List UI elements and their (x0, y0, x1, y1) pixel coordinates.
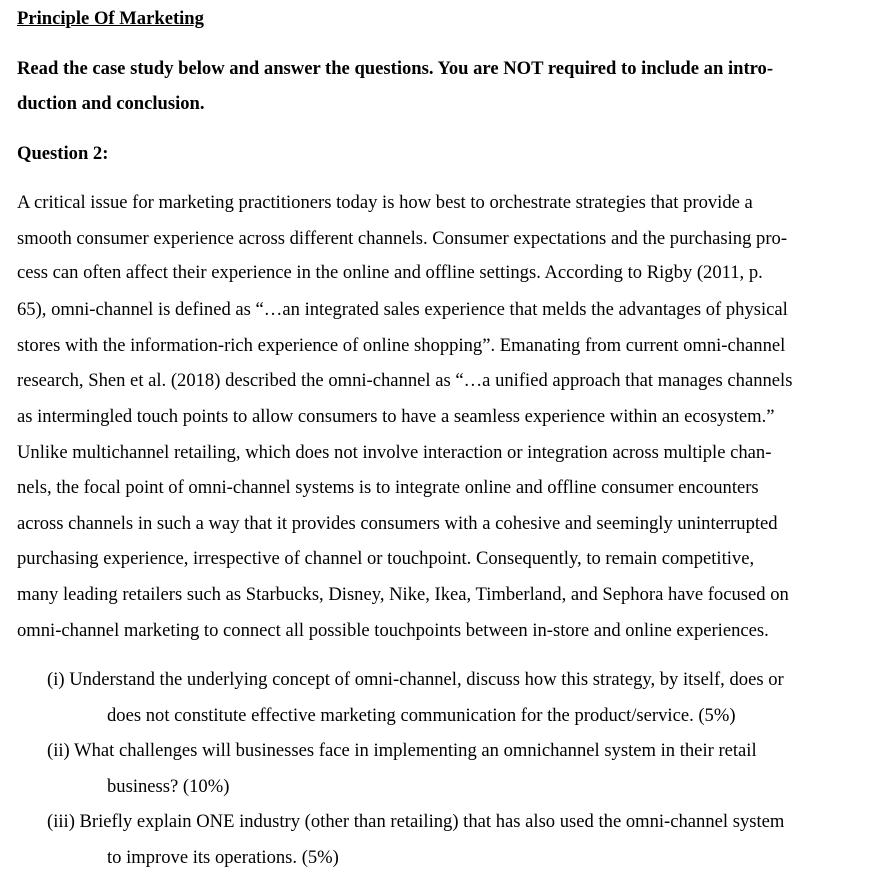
sub-question-text: does not constitute effective marketing communication for the product/service. (5%) (107, 705, 736, 726)
instructions-line-1: Read the case study below and answer the questions. You are NOT required to include an intro- (17, 58, 774, 79)
case-study-line: purchasing experience, irrespective of channel or touchpoint. Consequently, to remain competitive, (17, 548, 755, 569)
case-study-line: across channels in such a way that it provides consumers with a cohesive and seemingly uninterrupted (17, 513, 778, 534)
case-study-line: A critical issue for marketing practitioners today is how best to orchestrate strategies that provide a (17, 192, 753, 213)
case-study-line: Unlike multichannel retailing, which does not involve interaction or integration across multiple chan- (17, 442, 772, 463)
case-study-line: cess can often affect their experience in the online and offline settings. According to Rigby (2011, p. (17, 262, 763, 283)
case-study-line: nels, the focal point of omni-channel systems is to integrate online and offline consumer encounters (17, 477, 759, 498)
case-study-line: many leading retailers such as Starbucks, Disney, Nike, Ikea, Timberland, and Sephora have focused on (17, 584, 789, 605)
case-study-line: smooth consumer experience across different channels. Consumer expectations and the purchasing pro- (17, 228, 788, 249)
sub-question-text: (i) Understand the underlying concept of omni-channel, discuss how this strategy, by itself, does or (47, 669, 784, 690)
sub-question-text: (ii) What challenges will businesses face in implementing an omnichannel system in their retail (47, 740, 757, 761)
sub-question-text: (iii) Briefly explain ONE industry (other than retailing) that has also used the omni-channel system (47, 811, 785, 832)
sub-question-text: to improve its operations. (5%) (107, 847, 339, 868)
case-study-line: stores with the information-rich experience of online shopping”. Emanating from current omni-channel (17, 335, 786, 356)
course-title: Principle Of Marketing (17, 8, 204, 29)
case-study-line: 65), omni-channel is defined as “…an integrated sales experience that melds the advantages of physical (17, 299, 788, 320)
instructions-line-2: duction and conclusion. (17, 93, 205, 114)
case-study-line: as intermingled touch points to allow consumers to have a seamless experience within an ecosystem.” (17, 406, 775, 427)
question-heading: Question 2: (17, 143, 109, 164)
case-study-line: research, Shen et al. (2018) described the omni-channel as “…a unified approach that manages channels (17, 370, 793, 391)
sub-question-text: business? (10%) (107, 776, 230, 797)
case-study-line: omni-channel marketing to connect all possible touchpoints between in-store and online experiences. (17, 620, 769, 641)
